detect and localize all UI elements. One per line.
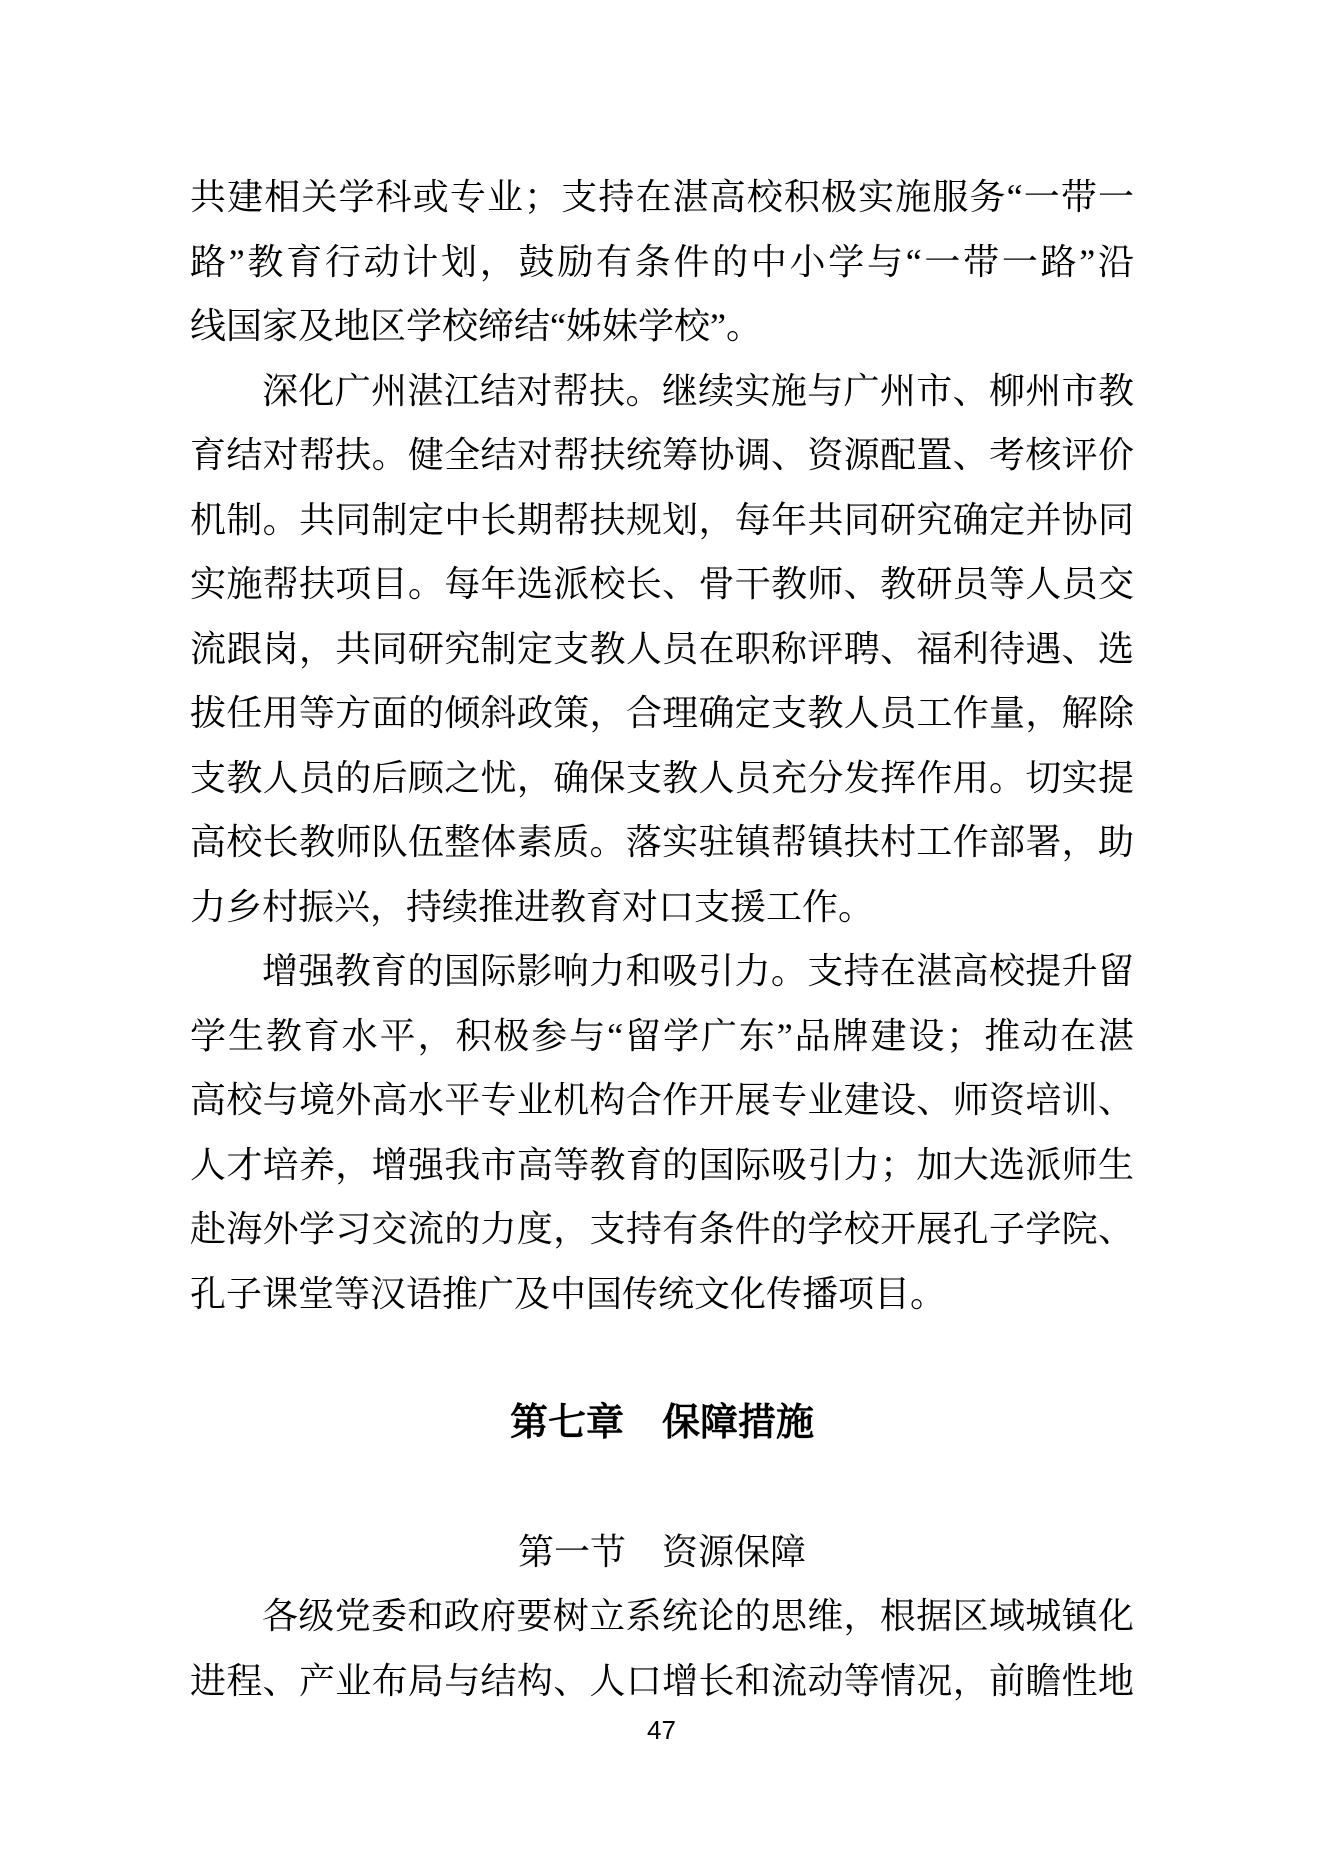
body-line: 进程、产业布局与结构、人口增长和流动等情况，前瞻性地 [190, 1660, 1134, 1701]
body-line: 赴海外学习交流的力度，支持有条件的学校开展孔子学院、 [190, 1209, 1134, 1249]
body-line: 实施帮扶项目。每年选派校长、骨干教师、教研员等人员交 [190, 564, 1134, 604]
body-line: 机制。共同制定中长期帮扶规划，每年共同研究确定并协同 [190, 499, 1134, 540]
body-line: 力乡村振兴，持续推进教育对口支援工作。 [190, 886, 875, 927]
body-line: 高校与境外高水平专业机构合作开展专业建设、师资培训、 [190, 1080, 1134, 1120]
body-line: 拔任用等方面的倾斜政策，合理确定支教人员工作量，解除 [190, 693, 1134, 733]
body-line: 流跟岗，共同研究制定支教人员在职称评聘、福利待遇、选 [190, 628, 1134, 669]
body-line: 路”教育行动计划，鼓励有条件的中小学与“一带一路”沿 [190, 241, 1134, 282]
body-line: 各级党委和政府要树立系统论的思维，根据区域城镇化 [262, 1596, 1134, 1636]
body-line: 线国家及地区学校缔结“姊妹学校”。 [190, 306, 762, 346]
body-line: 育结对帮扶。健全结对帮扶统筹协调、资源配置、考核评价 [190, 435, 1134, 475]
body-line: 共建相关学科或专业；支持在湛高校积极实施服务“一带一 [190, 177, 1134, 217]
body-line: 学生教育水平，积极参与“留学广东”品牌建设；推动在湛 [190, 1015, 1134, 1056]
body-line: 高校长教师队伍整体素质。落实驻镇帮镇扶村工作部署，助 [190, 822, 1134, 862]
body-line: 支教人员的后顾之忧，确保支教人员充分发挥作用。切实提 [190, 757, 1134, 798]
body-line: 深化广州湛江结对帮扶。继续实施与广州市、柳州市教 [262, 370, 1134, 411]
chapter-heading: 第七章 保障措施 [509, 1402, 814, 1444]
body-line: 人才培养，增强我市高等教育的国际吸引力；加大选派师生 [190, 1144, 1134, 1185]
body-line: 孔子课堂等汉语推广及中国传统文化传播项目。 [190, 1273, 947, 1314]
section-heading: 第一节 资源保障 [517, 1531, 806, 1572]
page-number: 47 [647, 1715, 676, 1745]
document-body [190, 165, 1134, 1713]
body-line: 增强教育的国际影响力和吸引力。支持在湛高校提升留 [262, 951, 1134, 991]
